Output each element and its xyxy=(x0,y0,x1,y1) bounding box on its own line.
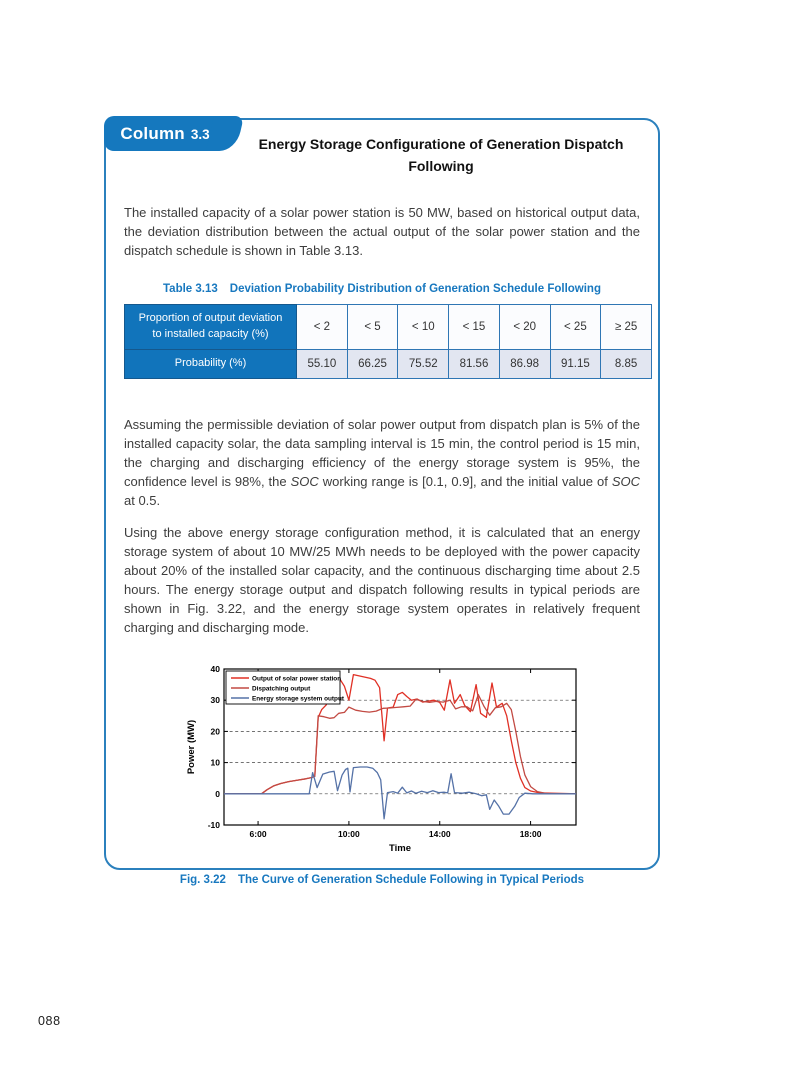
deviation-probability-table xyxy=(124,304,652,379)
paragraph-2-part2: working range is [0.1, 0.9], and the initial value of xyxy=(318,473,612,489)
table-column-header: < 10 xyxy=(398,304,449,349)
paragraph-3: Using the above energy storage configuration method, it is calculated that an energy storage system of about 10 MW/25 MWh needs to be deployed with the power capacity about 20% of the installed solar capacity, and the continuous discharging time about 2.5 hours. The energy storage output and dispatch following results in typical periods are shown in Fig. 3.22, and the energy storage system operates in relatively frequent charging and discharging mode. xyxy=(124,524,640,635)
table-cell: 86.98 xyxy=(499,349,550,378)
figure-caption xyxy=(124,874,640,886)
svg-text:6:00: 6:00 xyxy=(249,828,267,839)
table-header-row xyxy=(125,304,652,349)
table-cell: 55.10 xyxy=(297,349,348,378)
table-column-header: < 5 xyxy=(347,304,398,349)
column-title-line2: Following xyxy=(408,158,474,175)
paragraph-2-part1: Assuming the permissible deviation of solar power output from dispatch plan is 5% of the installed capacity solar, the data sampling interval is 15 min, the control period is 15 min, the charging and discharging efficiency of the energy storage system is 95%, the confidence level is 98%, the xyxy=(124,416,640,489)
svg-text:10:00: 10:00 xyxy=(338,828,360,839)
figure-caption-text: The Curve of Generation Schedule Following in Typical Periods xyxy=(237,873,585,886)
column-tab xyxy=(104,116,226,151)
column-tab-word: Column xyxy=(120,123,185,143)
svg-text:Dispatching output: Dispatching output xyxy=(252,684,311,692)
table-cell: 75.52 xyxy=(398,349,449,378)
table-row-label: Probability (%) xyxy=(125,349,297,378)
column-title-line1: Energy Storage Configuratione of Generation Dispatch xyxy=(258,136,624,152)
svg-text:0: 0 xyxy=(215,788,220,799)
table-caption-number: Table 3.13 xyxy=(163,282,218,295)
table-value-row xyxy=(125,349,652,378)
table-cell: 81.56 xyxy=(449,349,500,378)
column-tab-number: 3.3 xyxy=(190,127,210,142)
table-caption xyxy=(124,283,640,295)
page-number: 088 xyxy=(38,1014,61,1028)
svg-text:-10: -10 xyxy=(207,819,220,830)
soc-term: SOC xyxy=(290,473,319,489)
table-cell: 66.25 xyxy=(347,349,398,378)
table-column-header: < 20 xyxy=(499,304,550,349)
soc-term: SOC xyxy=(611,473,640,489)
svg-text:Energy storage system output: Energy storage system output xyxy=(252,694,344,702)
svg-text:14:00: 14:00 xyxy=(428,828,451,839)
svg-text:40: 40 xyxy=(210,663,220,674)
paragraph-2 xyxy=(124,415,640,510)
paragraph-2-part3: at 0.5. xyxy=(124,492,161,508)
table-header-label: Proportion of output deviation to installed capacity (%) xyxy=(125,304,297,349)
svg-text:20: 20 xyxy=(210,725,220,736)
table-cell: 91.15 xyxy=(550,349,601,378)
svg-text:Output of solar power station: Output of solar power station xyxy=(252,674,342,682)
table-caption-text: Deviation Probability Distribution of Generation Schedule Following xyxy=(229,282,601,295)
svg-text:30: 30 xyxy=(210,694,220,705)
table-cell: 8.85 xyxy=(601,349,652,378)
table-column-header: < 15 xyxy=(449,304,500,349)
svg-text:10: 10 xyxy=(210,757,220,768)
table-column-header: < 2 xyxy=(297,304,348,349)
paragraph-1: The installed capacity of a solar power station is 50 MW, based on historical output data, the deviation distribution between the actual output of the solar power station and the dispatch schedule is shown in Table 3.13. xyxy=(124,204,640,258)
column-box xyxy=(104,118,660,886)
table-column-header: < 25 xyxy=(550,304,601,349)
chart-svg xyxy=(182,661,582,859)
figure-caption-number: Fig. 3.22 xyxy=(179,873,226,886)
column-content xyxy=(106,203,658,886)
table-column-header: ≥ 25 xyxy=(601,304,652,349)
line-chart xyxy=(124,661,640,864)
svg-text:18:00: 18:00 xyxy=(519,828,542,839)
svg-text:Power (MW): Power (MW) xyxy=(186,719,197,774)
svg-text:Time: Time xyxy=(388,842,412,854)
